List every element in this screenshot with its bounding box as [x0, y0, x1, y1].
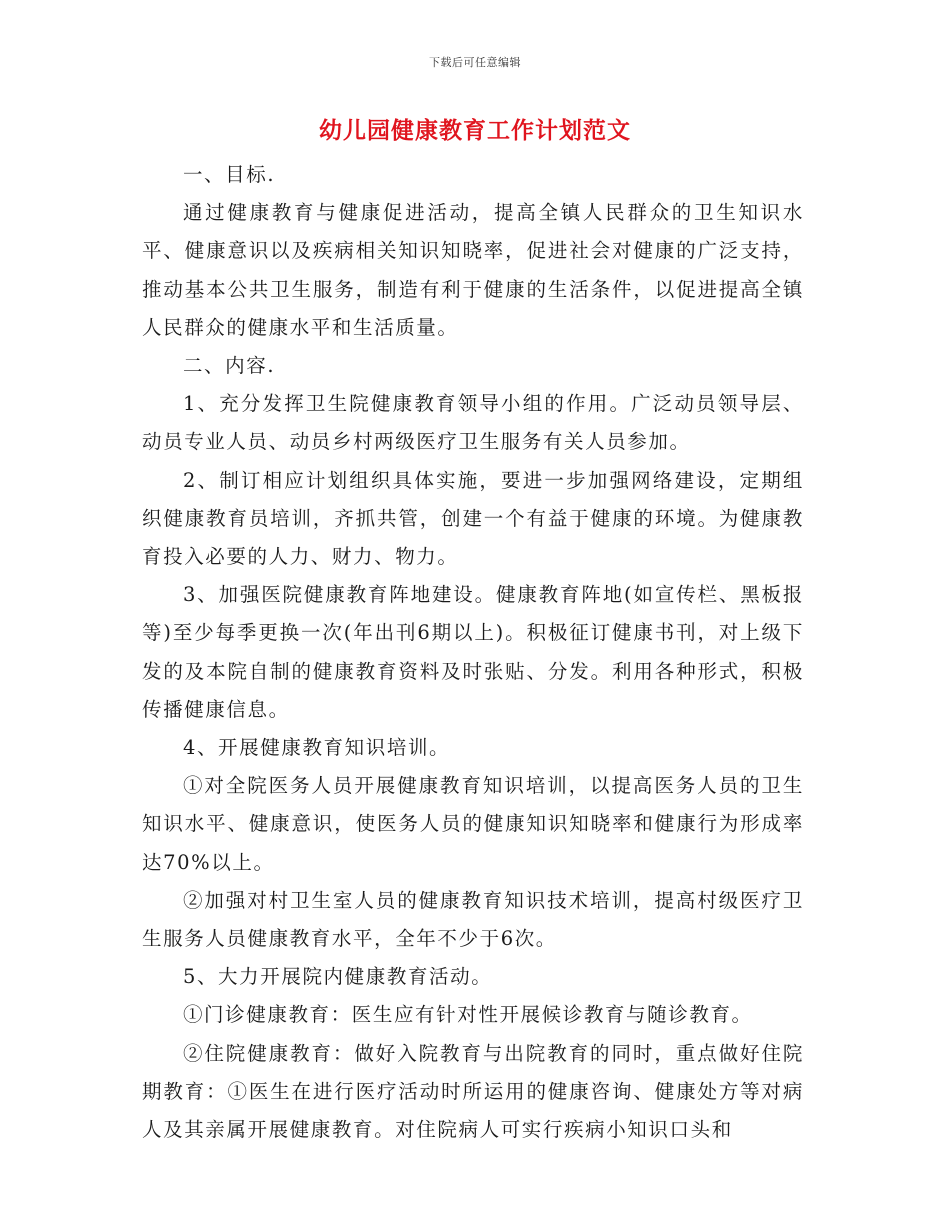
paragraph-item-2: 2、制订相应计划组织具体实施，要进一步加强网络建设，定期组织健康教育员培训，齐抓共管，创建一个有益于健康的环境。为健康教育投入必要的人力、财力、物力。 [142, 468, 804, 569]
paragraph-item-4-sub-1: ①对全院医务人员开展健康教育知识培训，以提高医务人员的卫生知识水平、健康意识，使医务人员的健康知识知晓率和健康行为形成率达70%以上。 [142, 774, 804, 874]
document-body [142, 156, 804, 1149]
section-heading-goal: 一、目标. [182, 163, 276, 186]
paragraph-item-5-sub-2: ②住院健康教育：做好入院教育与出院教育的同时，重点做好住院期教育：①医生在进行医疗活动时所运用的健康咨询、健康处方等对病人及其亲属开展健康教育。对住院病人可实行疾病小知识口头和 [142, 1041, 804, 1142]
paragraph-item-4-sub-2: ②加强对村卫生室人员的健康教育知识技术培训，提高村级医疗卫生服务人员健康教育水平，全年不少于6次。 [142, 888, 804, 951]
paragraph-goal-text: 通过健康教育与健康促进活动，提高全镇人民群众的卫生知识水平、健康意识以及疾病相关知识知晓率，促进社会对健康的广泛支持，推动基本公共卫生服务，制造有利于健康的生活条件，以促进提高全镇人民群众的健康水平和生活质量。 [142, 201, 804, 339]
section-heading-content: 二、内容. [182, 354, 276, 378]
paragraph-item-3: 3、加强医院健康教育阵地建设。健康教育阵地(如宣传栏、黑板报等)至少每季更换一次(年出刊6期以上)。积极征订健康书刊，对上级下发的及本院自制的健康教育资料及时张贴、分发。利用各种形式，积极传播健康信息。 [142, 583, 804, 721]
paragraph-item-1: 1、充分发挥卫生院健康教育领导小组的作用。广泛动员领导层、动员专业人员、动员乡村两级医疗卫生服务有关人员参加。 [142, 392, 804, 454]
page-header-note: 下载后可任意编辑 [429, 56, 521, 69]
document-title: 幼儿园健康教育工作计划范文 [319, 117, 631, 144]
paragraph-item-5-sub-1: ①门诊健康教育：医生应有针对性开展候诊教育与随诊教育。 [182, 1003, 753, 1027]
paragraph-item-5: 5、大力开展院内健康教育活动。 [182, 965, 493, 989]
paragraph-item-4: 4、开展健康教育知识培训。 [182, 736, 451, 760]
